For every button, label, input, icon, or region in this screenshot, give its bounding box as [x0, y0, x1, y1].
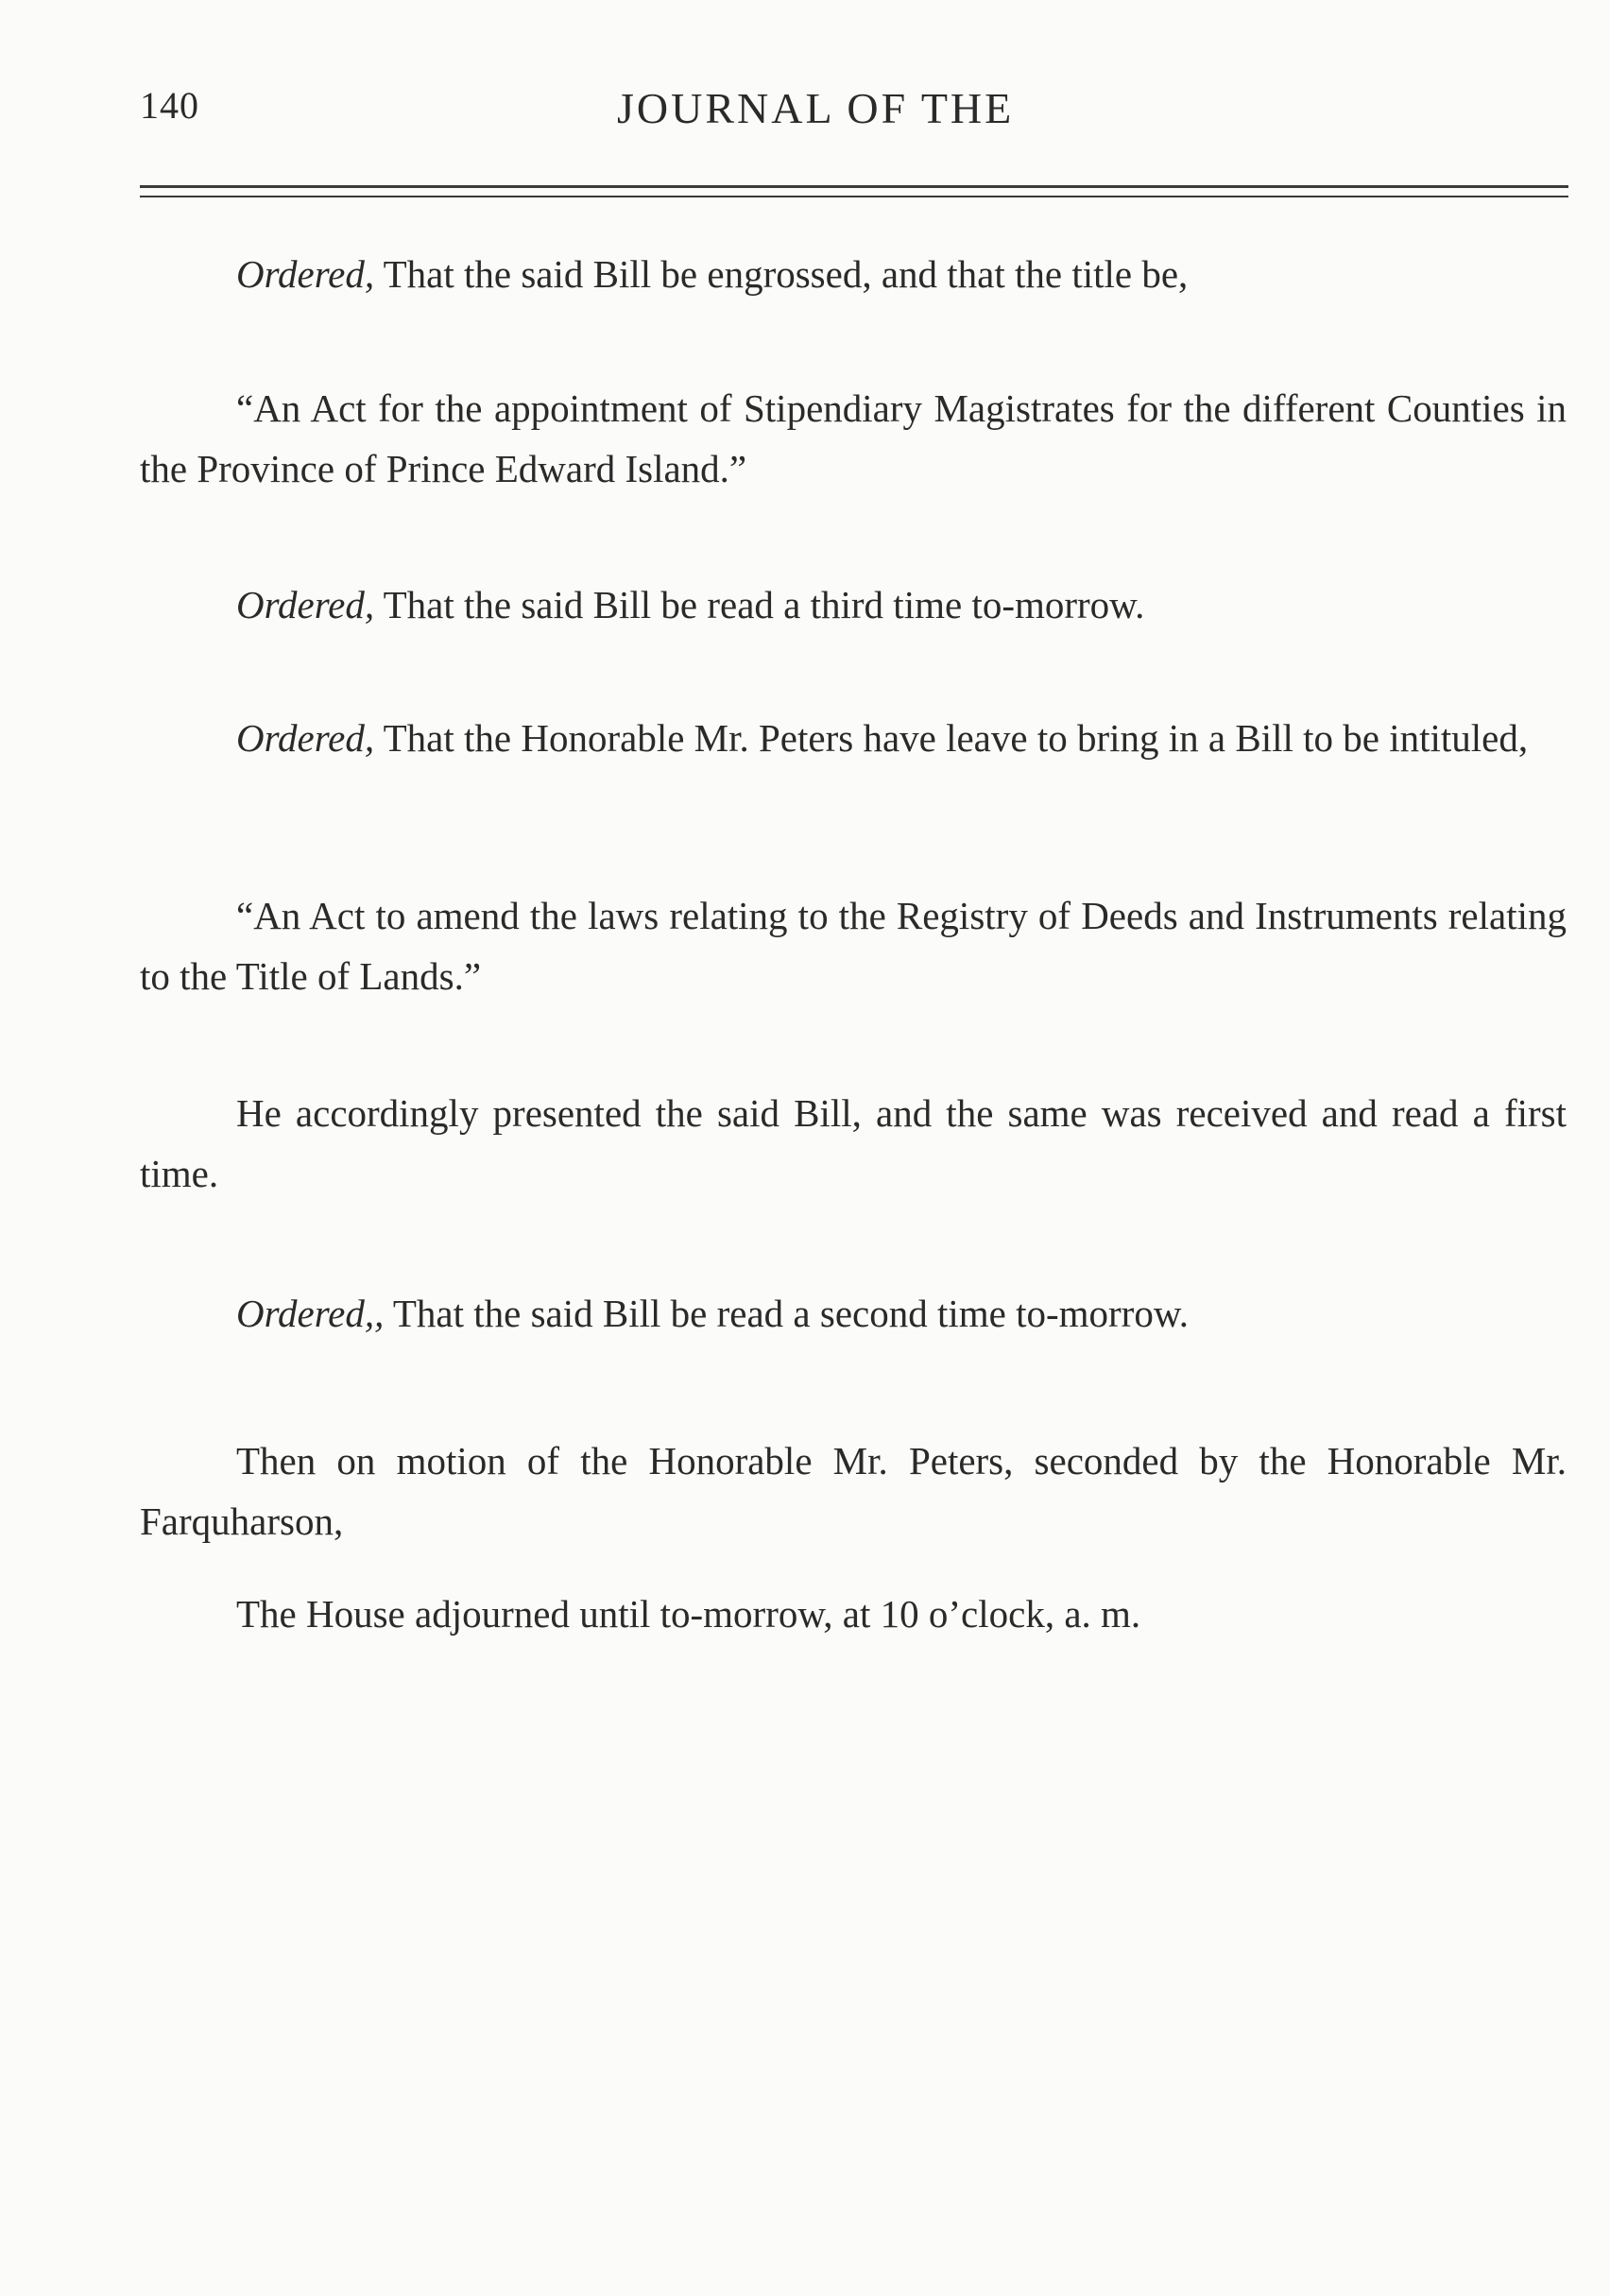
paragraph-text: Then on motion of the Honorable Mr. Peters, seconded by the Honorable Mr. Farquharson, [140, 1439, 1567, 1543]
paragraph-adjourned [140, 1584, 1567, 1644]
paragraph-motion [140, 1431, 1567, 1551]
paragraph-ordered-leave [140, 708, 1567, 768]
ordered-lead: Ordered, [236, 716, 375, 760]
header-rule [140, 185, 1568, 188]
page-header [140, 83, 1567, 140]
paragraph-ordered-second-reading [140, 1283, 1567, 1344]
paragraph-bill-title-magistrates [140, 378, 1567, 499]
paragraph-text: That the Honorable Mr. Peters have leave to bring in a Bill to be intituled, [374, 716, 1529, 760]
paragraph-text: “An Act for the appointment of Stipendiary Magistrates for the different Counties in the Province of Prince Edward Island.” [140, 386, 1567, 490]
paragraph-text: “An Act to amend the laws relating to the Registry of Deeds and Instruments relating to the Title of Lands.” [140, 894, 1567, 998]
ordered-lead: Ordered,, [236, 1292, 385, 1335]
paragraph-bill-title-registry [140, 885, 1567, 1006]
running-title: JOURNAL OF THE [617, 84, 1015, 132]
paragraph-presented [140, 1083, 1567, 1204]
paragraph-ordered-engrossed [140, 244, 1567, 304]
paragraph-text: That the said Bill be read a second time to-morrow. [384, 1292, 1190, 1335]
ordered-lead: Ordered, [236, 583, 375, 626]
ordered-lead: Ordered, [236, 252, 375, 296]
header-rule-thin [140, 196, 1568, 197]
paragraph-text: That the said Bill be read a third time to-morrow. [374, 583, 1145, 626]
paragraph-ordered-third-reading [140, 574, 1567, 635]
paragraph-text: The House adjourned until to-morrow, at 10 o’clock, a. m. [236, 1592, 1141, 1636]
paragraph-text: That the said Bill be engrossed, and that the title be, [374, 252, 1189, 296]
paragraph-text: He accordingly presented the said Bill, and the same was received and read a first time. [140, 1091, 1567, 1195]
page-number: 140 [140, 84, 199, 127]
